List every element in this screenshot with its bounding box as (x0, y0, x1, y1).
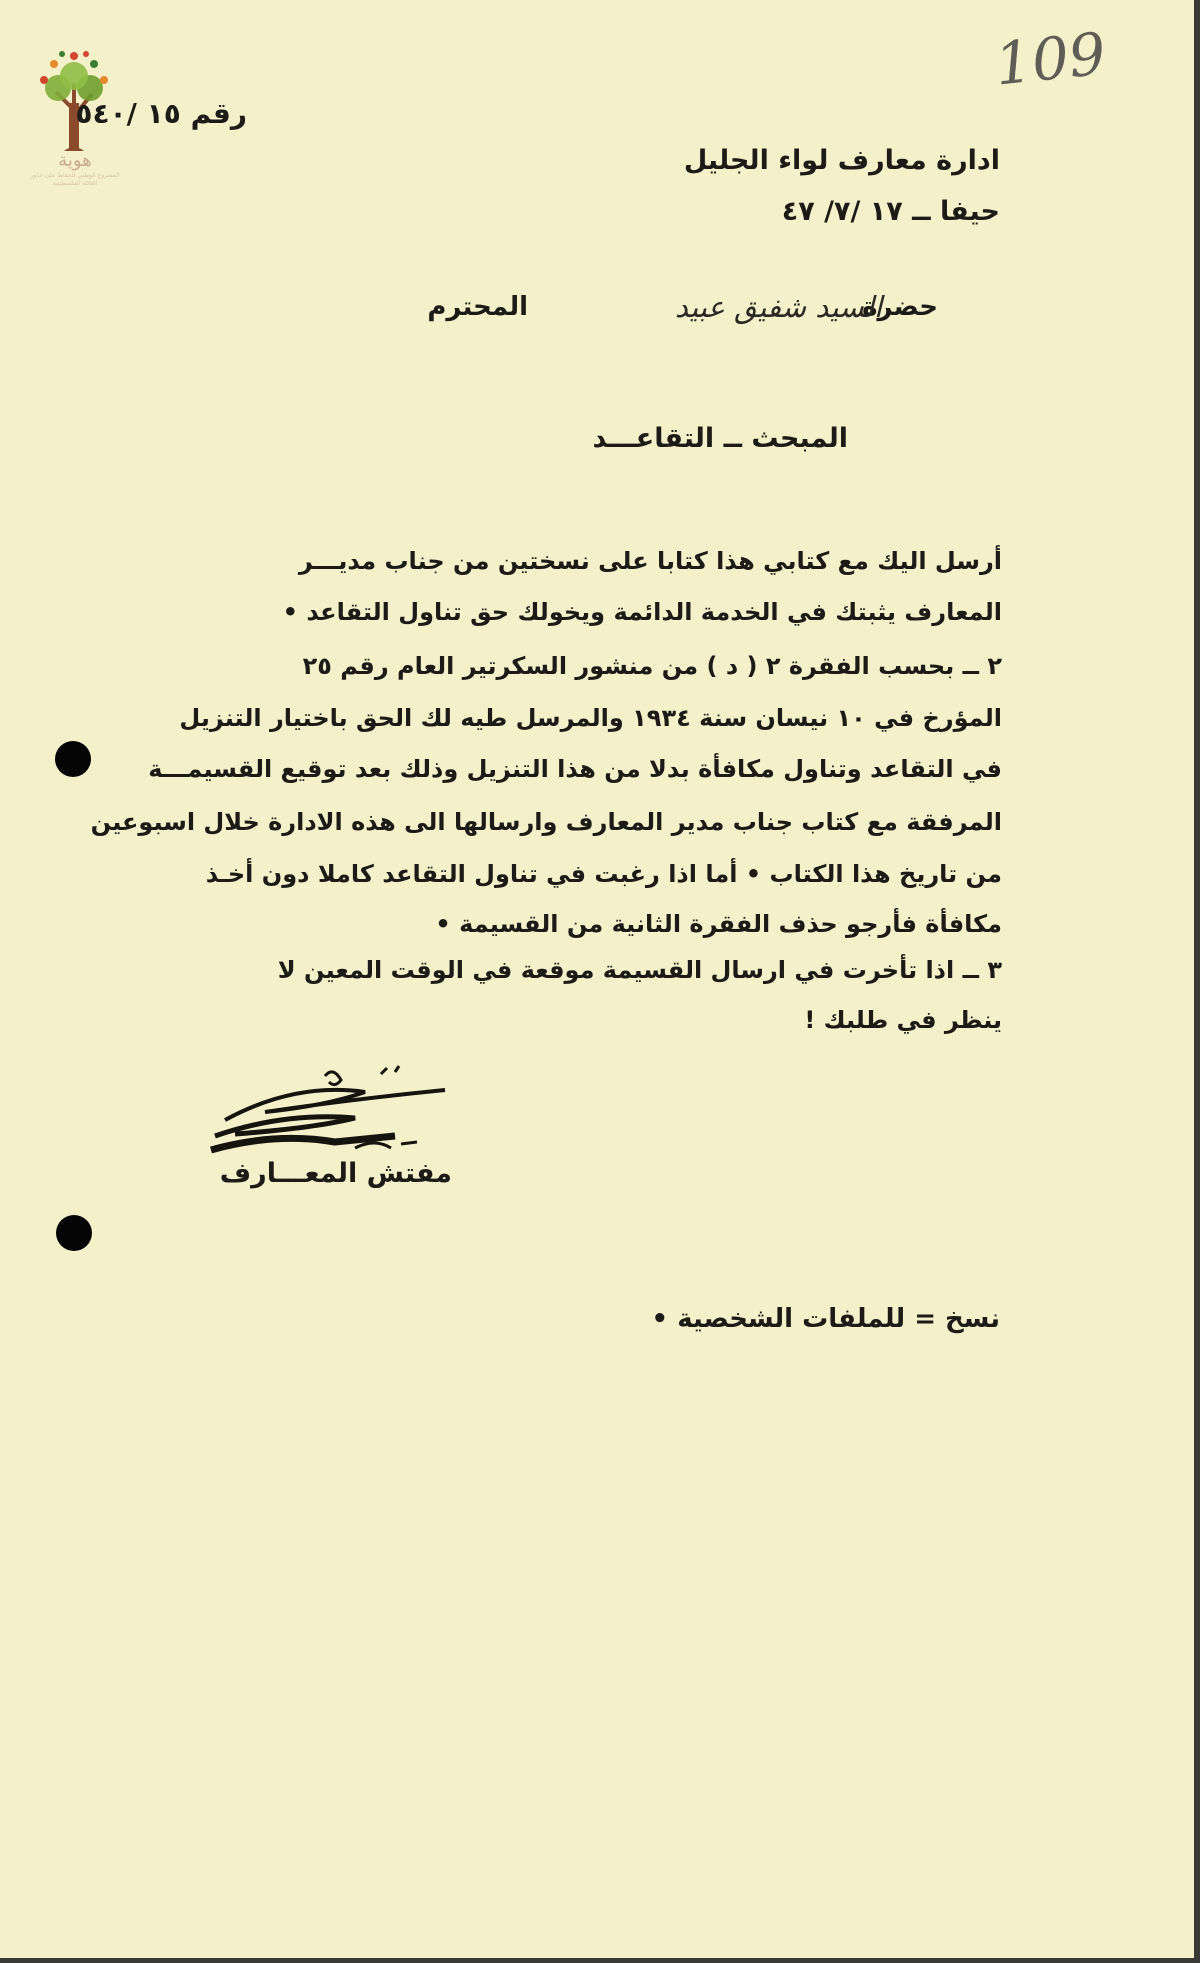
body-line: المرفقة مع كتاب جناب مدير المعارف وارسالها الى هذه الادارة خلال اسبوعين (90, 808, 1002, 836)
body-line: في التقاعد وتناول مكافأة بدلا من هذا التنزيل وذلك بعد توقيع القسيمـــة (148, 755, 1002, 783)
addressee-prefix: حضرة (862, 292, 938, 322)
body-line: ينظر في طلبك ! (804, 1006, 1002, 1034)
scan-border (1194, 0, 1200, 1963)
handwritten-signature (205, 1062, 465, 1172)
reference-number: رقم ١٥ /٥٤٠ (75, 97, 247, 130)
punch-hole (55, 741, 91, 777)
body-line: ٢ ــ بحسب الفقرة ٢ ( د ) من منشور السكرتير العام رقم ٢٥ (302, 652, 1002, 680)
subject-line: المبحث ــ التقاعـــد (592, 423, 848, 454)
body-line: أرسل اليك مع كتابي هذا كتابا على نسختين من جناب مديـــر (298, 547, 1002, 575)
punch-hole (56, 1215, 92, 1251)
body-line: من تاريخ هذا الكتاب • أما اذا رغبت في تناول التقاعد كاملا دون أخـذ (205, 860, 1002, 888)
body-line: المؤرخ في ١٠ نيسان سنة ١٩٣٤ والمرسل طيه لك الحق باختيار التنزيل (179, 704, 1002, 732)
place-date: حيفا ــ ١٧ /٧/ ٤٧ (781, 196, 1000, 227)
page-number: 109 (991, 19, 1109, 99)
body-line: المعارف يثبتك في الخدمة الدائمة ويخولك حق تناول التقاعد • (282, 598, 1002, 626)
logo-caption: هوية (58, 150, 92, 171)
signatory-title: مفتش المعـــارف (219, 1158, 452, 1189)
body-line: ٣ ــ اذا تأخرت في ارسال القسيمة موقعة في الوقت المعين لا (277, 956, 1002, 984)
issuing-office: ادارة معارف لواء الجليل (683, 145, 1000, 176)
addressee-name: السيد شفيق عبيد (674, 290, 882, 324)
scan-border (0, 1958, 1200, 1963)
copies-note: نسخ = للملفات الشخصية • (651, 1304, 1000, 1334)
logo-subtitle: المشروع الوطني للحفاظ على جذور العائلة الفلسطينية (30, 172, 120, 187)
body-line: مكافأة فأرجو حذف الفقرة الثانية من القسيمة • (435, 910, 1002, 938)
addressee-honorific: المحترم (427, 292, 528, 322)
